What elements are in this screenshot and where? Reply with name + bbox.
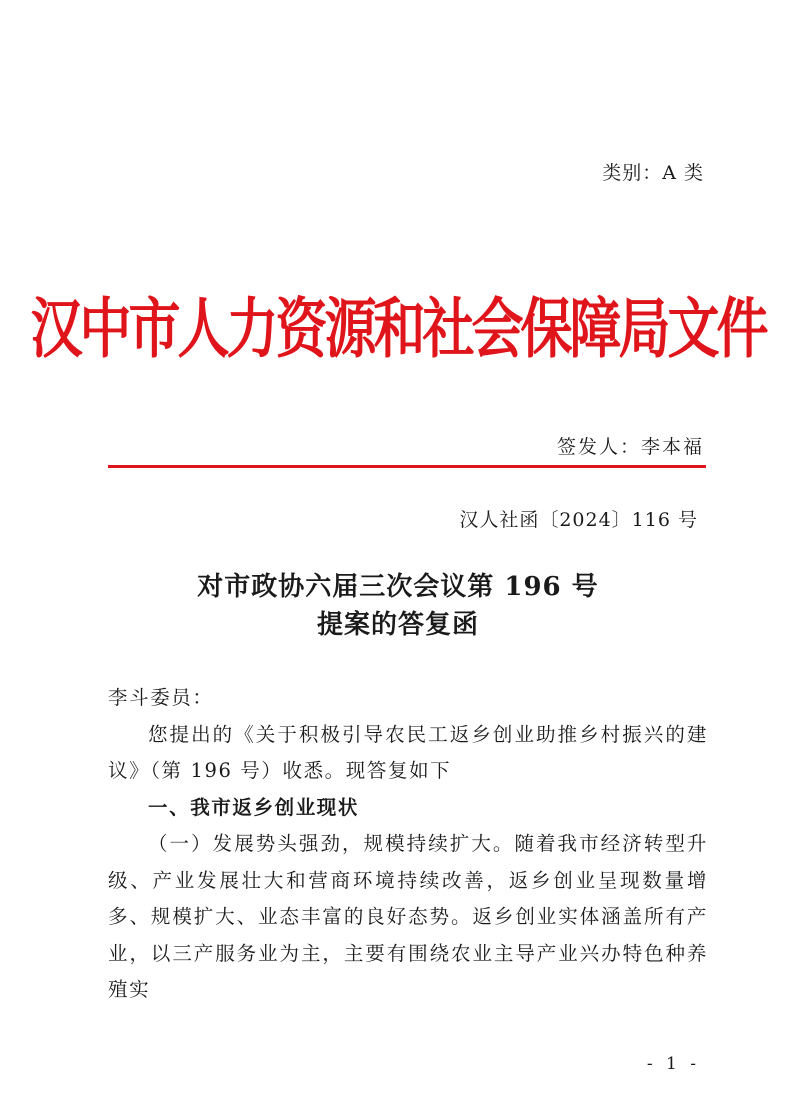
- document-title-line-1: 对市政协六届三次会议第 196 号: [197, 572, 599, 602]
- signer-line: 签发人：李本福: [556, 436, 704, 458]
- page-number: - 1 -: [646, 1054, 700, 1074]
- document-title-line-2: 提案的答复函: [316, 610, 479, 640]
- document-number: 汉人社函〔2024〕116 号: [459, 509, 698, 531]
- intro-paragraph: 您提出的《关于积极引导农民工返乡创业助推乡村振兴的建议》（第 196 号）收悉。现答复如下: [108, 722, 708, 782]
- section-heading-1: 一、我市返乡创业现状: [148, 795, 360, 819]
- salutation: 李斗委员：: [108, 686, 214, 709]
- body-paragraph-1: （一）发展势头强劲，规模持续扩大。随着我市经济转型升级、产业发展壮大和营商环境持续改善，返乡创业呈现数量增多、规模扩大、业态丰富的良好态势。返乡创业实体涵盖所有产业，以三产服务业为主，主要有围绕农业主导产业兴办特色种养殖实: [108, 832, 708, 1001]
- document-category: 类别：A 类: [602, 162, 704, 184]
- issuing-authority-header: 汉中市人力资源和社会保障局文件: [30, 292, 766, 368]
- red-separator-line: [108, 465, 706, 468]
- document-body: [108, 680, 708, 1009]
- document-title: [0, 568, 796, 644]
